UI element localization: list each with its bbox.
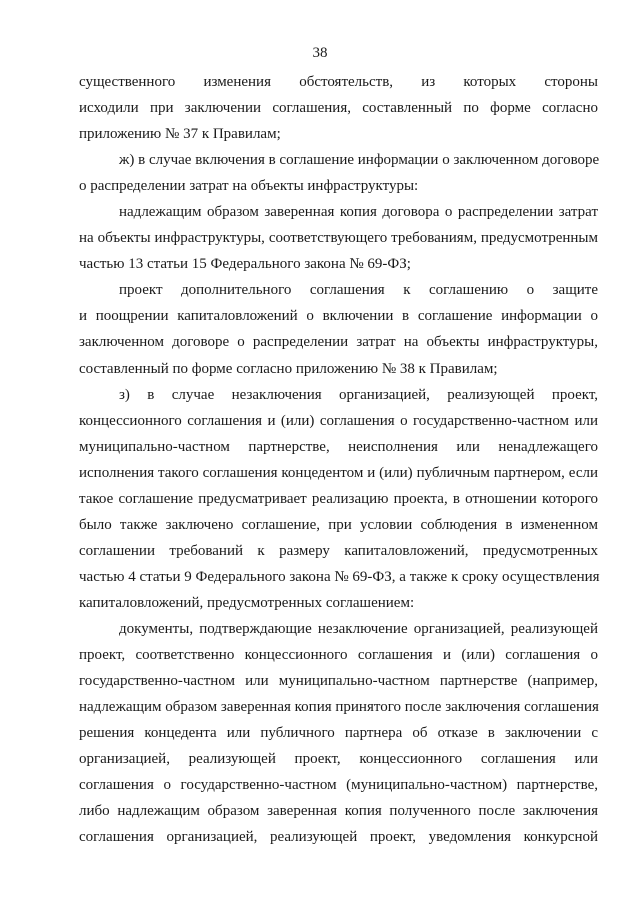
text-line: исполнения такого соглашения концедентом и (или) публичным партнером, если	[79, 464, 598, 481]
text-line: з) в случае незаключения организацией, реализующей проект,	[119, 386, 598, 403]
text-line: государственно-частном или муниципально-частном партнерстве (например,	[79, 673, 598, 690]
text-line: надлежащим образом заверенная копия принятого после заключения соглашения	[79, 699, 599, 716]
text-line: соглашения о государственно-частном (муниципально-частном) партнерстве,	[79, 777, 598, 794]
text-line: составленный по форме согласно приложению № 38 к Правилам;	[79, 360, 498, 377]
body-text	[79, 69, 598, 850]
text-line: на объекты инфраструктуры, соответствующего требованиям, предусмотренным	[79, 230, 598, 247]
text-line: муниципально-частном партнерстве, неисполнения или ненадлежащего	[79, 438, 598, 455]
text-line: документы, подтверждающие незаключение организацией, реализующей	[119, 620, 598, 637]
paragraph	[79, 277, 598, 381]
text-line: о распределении затрат на объекты инфраструктуры:	[79, 178, 419, 195]
text-line: соглашении требований к размеру капиталовложений, предусмотренных	[79, 542, 598, 559]
text-line: было также заключено соглашение, при условии соблюдения в измененном	[79, 516, 598, 533]
text-line: решения концедента или публичного партнера об отказе в заключении с	[79, 725, 598, 742]
text-line: заключенном договоре о распределении затрат на объекты инфраструктуры,	[79, 334, 598, 351]
text-line: соглашения организацией, реализующей проект, уведомления конкурсной	[79, 829, 598, 846]
text-line: частью 13 статьи 15 Федерального закона № 69-ФЗ;	[79, 256, 411, 273]
text-line: такое соглашение предусматривает реализацию проекта, в отношении которого	[79, 490, 598, 507]
paragraph	[79, 147, 598, 199]
text-line: проект дополнительного соглашения к соглашению о защите	[119, 282, 598, 299]
text-line: концессионного соглашения и (или) соглашения о государственно-частном или	[79, 412, 598, 429]
paragraph	[79, 69, 598, 147]
paragraph	[79, 199, 598, 277]
text-line: проект, соответственно концессионного соглашения и (или) соглашения о	[79, 647, 598, 664]
text-line: и поощрении капиталовложений о включении в соглашение информации о	[79, 308, 598, 325]
text-line: надлежащим образом заверенная копия договора о распределении затрат	[119, 204, 598, 221]
paragraph	[79, 382, 598, 616]
page-number: 38	[312, 45, 328, 61]
text-line: существенного изменения обстоятельств, из которых стороны	[79, 74, 598, 90]
text-line: частью 4 статьи 9 Федерального закона № 69-ФЗ, а также к сроку осуществления	[79, 568, 600, 585]
paragraph	[79, 616, 598, 850]
text-line: либо надлежащим образом заверенная копия полученного после заключения	[79, 803, 598, 820]
text-line: приложению № 37 к Правилам;	[79, 126, 281, 143]
text-line: организацией, реализующей проект, концессионного соглашения или	[79, 751, 598, 768]
text-line: капиталовложений, предусмотренных соглашением:	[79, 594, 415, 611]
text-line: ж) в случае включения в соглашение информации о заключенном договоре	[119, 152, 600, 169]
text-line: исходили при заключении соглашения, составленный по форме согласно	[79, 100, 598, 117]
